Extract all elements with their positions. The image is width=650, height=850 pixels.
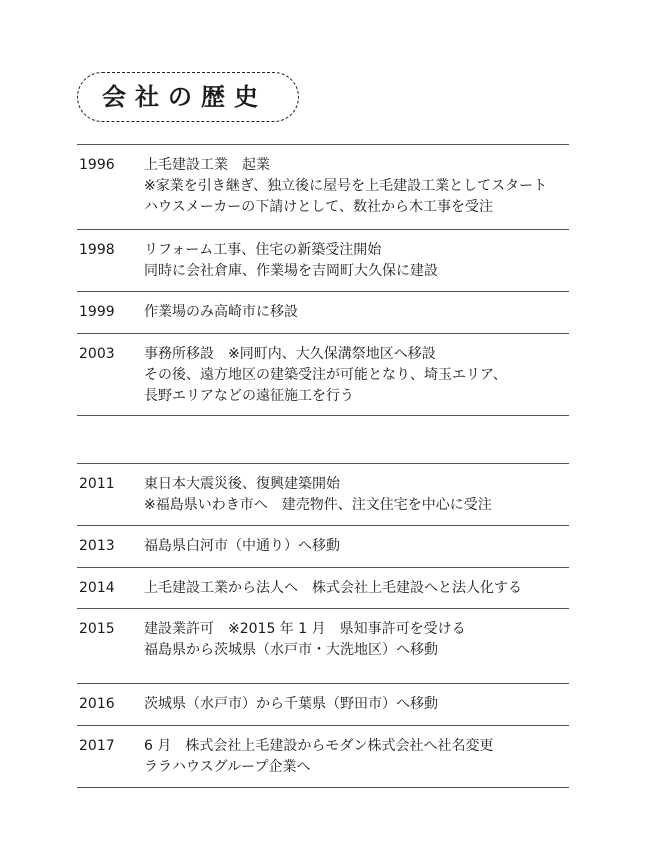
- history-line: 上毛建設工業から法人へ 株式会社上毛建設へと法人化する: [144, 580, 522, 596]
- history-line: ハウスメーカーの下請けとして、数社から木工事を受注: [144, 199, 494, 215]
- history-line: 長野エリアなどの遠征施工を行う: [144, 388, 354, 404]
- history-row: [77, 333, 569, 415]
- history-line: 上毛建設工業 起業: [144, 157, 270, 173]
- history-year: 2014: [79, 580, 115, 596]
- history-description: [144, 619, 569, 661]
- history-line: 福島県白河市（中通り）へ移動: [144, 538, 340, 554]
- history-row: [77, 725, 569, 788]
- history-line: ララハウスグループ企業へ: [144, 759, 311, 775]
- history-row: [77, 567, 569, 608]
- history-line: ※家業を引き継ぎ、独立後に屋号を上毛建設工業としてスタート: [144, 178, 548, 194]
- history-description: [144, 474, 569, 516]
- history-row: [77, 608, 569, 683]
- history-line: 同時に会社倉庫、作業場を吉岡町大久保に建設: [144, 263, 438, 279]
- history-description: [144, 344, 569, 407]
- history-description: [144, 240, 569, 282]
- history-line: 福島県から茨城県（水戸市・大洗地区）へ移動: [144, 642, 438, 658]
- history-line: ※福島県いわき市へ 建売物件、注文住宅を中心に受注: [144, 497, 492, 513]
- history-year: 2017: [79, 738, 115, 754]
- history-row: [77, 415, 569, 463]
- history-description: [144, 536, 569, 557]
- history-year: 1996: [79, 157, 115, 173]
- history-description: [144, 155, 569, 218]
- history-line: 建設業許可 ※2015 年 1 月 県知事許可を受ける: [144, 621, 466, 637]
- history-year: 2013: [79, 538, 115, 554]
- history-row: [77, 291, 569, 333]
- history-year: 2016: [79, 696, 115, 712]
- section-title-badge: [77, 72, 299, 122]
- history-description: [144, 302, 569, 323]
- history-row: [77, 525, 569, 567]
- history-line: その後、遠方地区の建築受注が可能となり、埼玉エリア、: [144, 367, 507, 383]
- history-row: [77, 229, 569, 291]
- history-line: 茨城県（水戸市）から千葉県（野田市）へ移動: [144, 696, 438, 712]
- history-line: 事務所移設 ※同町内、大久保溝祭地区へ移設: [144, 346, 436, 362]
- history-description: [144, 694, 569, 715]
- history-line: リフォーム工事、住宅の新築受注開始: [144, 242, 382, 258]
- history-line: 6 月 株式会社上毛建設からモダン株式会社へ社名変更: [144, 738, 494, 754]
- page-title: 会社の歴史: [102, 83, 267, 111]
- history-year: 2011: [79, 476, 115, 492]
- history-timeline: [77, 144, 569, 788]
- history-description: [144, 736, 569, 778]
- history-year: 1999: [79, 304, 115, 320]
- history-year: 2003: [79, 346, 115, 362]
- history-line: 作業場のみ高崎市に移設: [144, 304, 298, 320]
- history-year: 1998: [79, 242, 115, 258]
- history-year: 2015: [79, 621, 115, 637]
- history-description: [144, 578, 569, 599]
- history-row: [77, 463, 569, 525]
- history-line: 東日本大震災後、復興建築開始: [144, 476, 340, 492]
- history-row: [77, 144, 569, 229]
- history-row: [77, 683, 569, 725]
